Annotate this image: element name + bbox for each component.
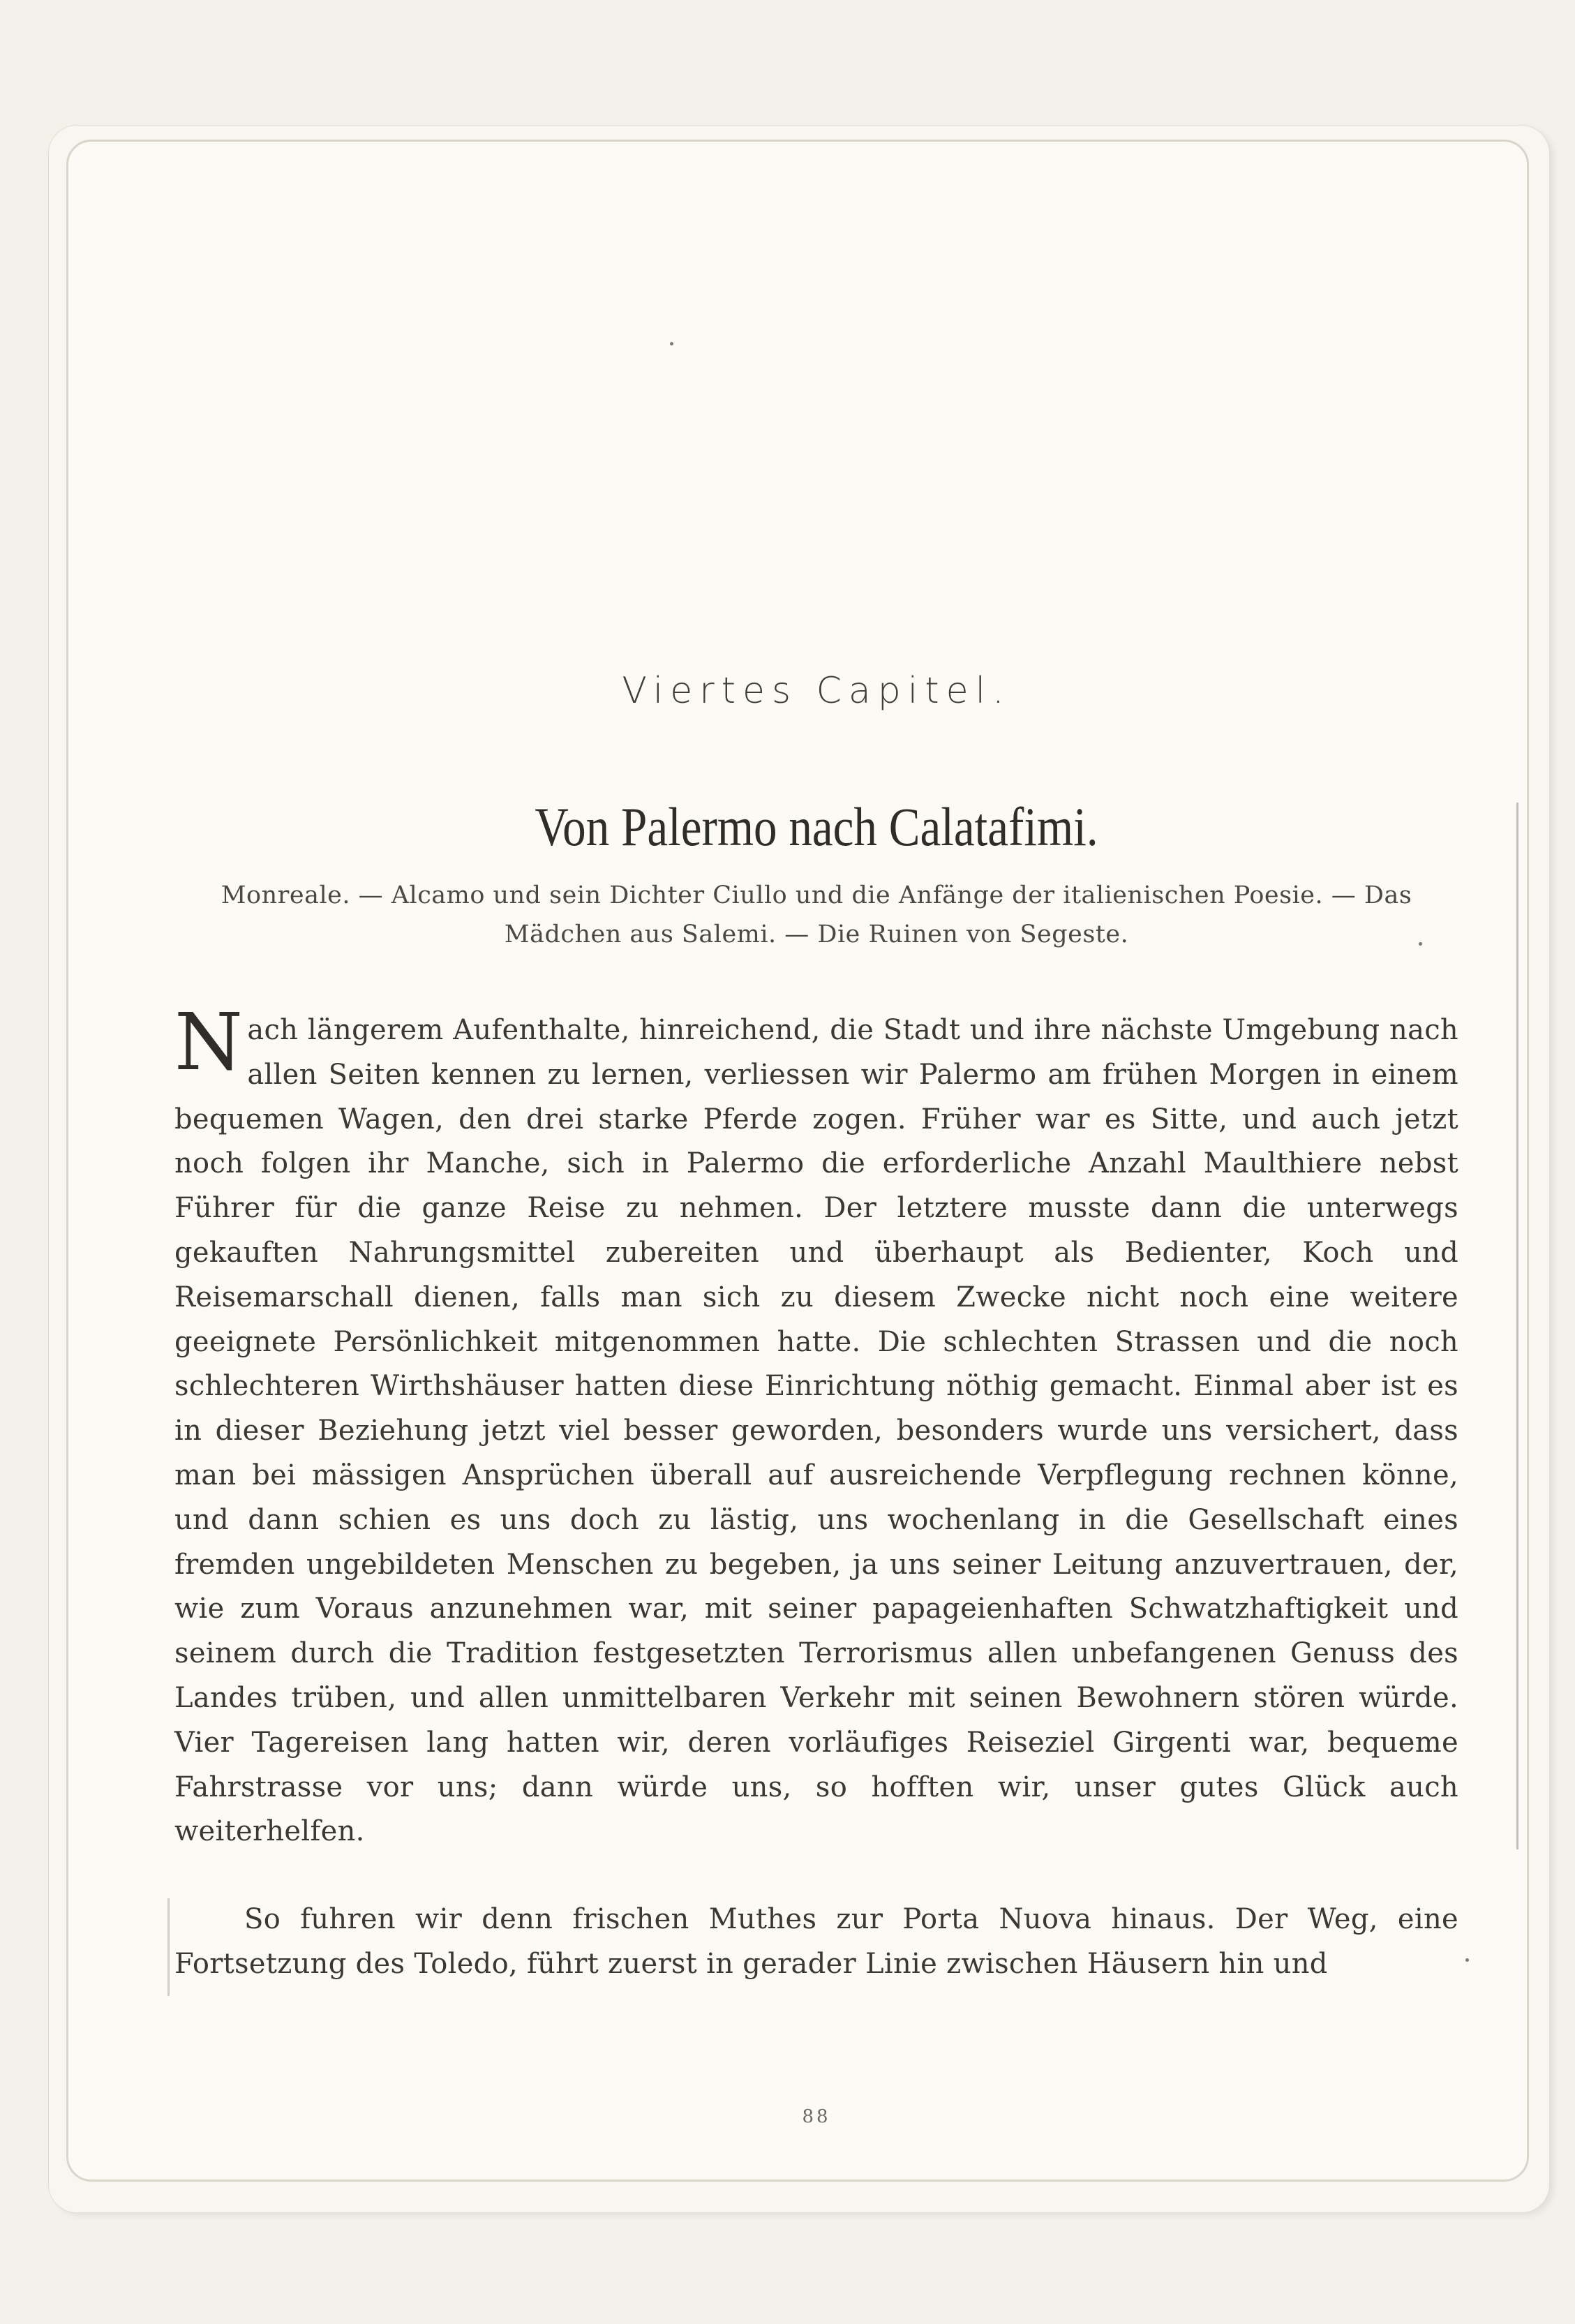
chapter-title: Von Palermo nach Calatafimi. (535, 796, 1098, 857)
body-text (174, 997, 1458, 1987)
paragraph-1 (174, 997, 1458, 1854)
chapter-heading: Viertes Capitel. (622, 670, 1011, 712)
page-number: 88 (802, 2106, 831, 2127)
paper-speck (1465, 1958, 1469, 1962)
chapter-summary: Monreale. — Alcamo und sein Dichter Ciullo und die Anfänge der italienischen Poesie. — Das Mädchen aus Salemi. — Die Ruinen von Segeste. (221, 881, 1412, 948)
page-content (174, 0, 1458, 2324)
frame-edge-line-left (167, 1898, 170, 1996)
paragraph-2: So fuhren wir denn frischen Muthes zur Porta Nuova hinaus. Der Weg, eine Fortsetzung des Toledo, führt zuerst in gerader Linie zwischen Häusern hin und (174, 1903, 1458, 1980)
frame-edge-line (1516, 803, 1518, 1849)
paragraph-1-text: ach längerem Aufenthalte, hinreichend, die Stadt und ihre nächste Umgebung nach allen Seiten kennen zu lernen, verliessen wir Palermo am frühen Morgen in einem bequemen Wagen, den drei starke Pferde zogen. Früher war es Sitte, und auch jetzt noch folgen ihr Manche, sich in Palermo die erforderliche Anzahl Maulthiere nebst Führer für die ganze Reise zu nehmen. Der letztere musste dann die unterwegs gekauften Nahrungsmittel zubereiten und überhaupt als Bedienter, Koch und Reisemarschall dienen, falls man sich zu diesem Zwecke nicht noch eine weitere geeignete Persönlichkeit mitgenommen hatte. Die schlechten Strassen und die noch schlechteren Wirthshäuser hatten diese Einrichtung nöthig gemacht. Einmal aber ist es in dieser Beziehung jetzt viel besser geworden, besonders wurde uns versichert, dass man bei mässigen Ansprüchen überall auf ausreichende Verpflegung rechnen könne, und dann schien es uns doch zu lästig, uns wochenlang in die Gesellschaft eines fremden ungebildeten Menschen zu begeben, ja uns seiner Leitung anzuvertrauen, der, wie zum Voraus anzunehmen war, mit seiner papageienhaften Schwatzhaftigkeit und seinem durch die Tradition festgesetzten Terrorismus allen unbefangenen Genuss des Landes trüben, und allen unmittelbaren Verkehr mit seinen Bewohnern stören würde. Vier Tagereisen lang hatten wir, deren vorläufiges Reiseziel Girgenti war, bequeme Fahrstrasse vor uns; dann würde uns, so hofften wir, unser gutes Glück auch weiterhelfen. (174, 1014, 1458, 1848)
drop-initial: N (174, 997, 244, 1088)
